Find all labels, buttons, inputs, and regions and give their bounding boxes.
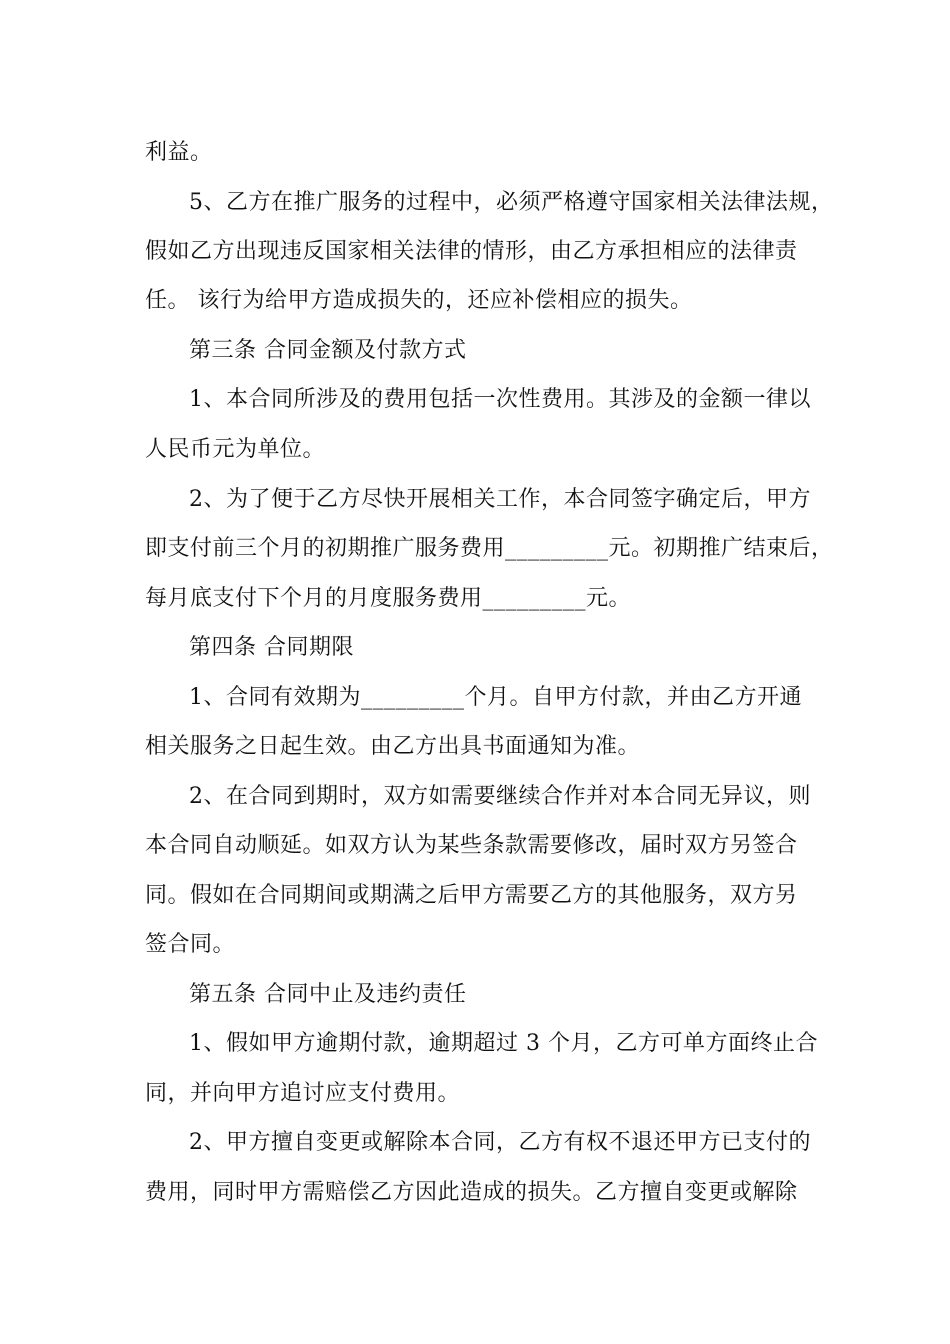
paragraph-line: 人民币元为单位。 xyxy=(145,437,326,462)
section-heading: 第四条 合同期限 xyxy=(189,635,354,660)
paragraph-line: 同。假如在合同期间或期满之后甲方需要乙方的其他服务，双方另 xyxy=(145,883,798,908)
paragraph-line: 同，并向甲方追讨应支付费用。 xyxy=(145,1081,461,1106)
paragraph-line: 5、乙方在推广服务的过程中，必须严格遵守国家相关法律法规， xyxy=(189,190,834,215)
paragraph-line: 1、假如甲方逾期付款，逾期超过 3 个月，乙方可单方面终止合 xyxy=(189,1031,818,1056)
paragraph-line: 2、在合同到期时，双方如需要继续合作并对本合同无异议，则 xyxy=(189,784,811,809)
paragraph-line: 任。 该行为给甲方造成损失的，还应补偿相应的损失。 xyxy=(145,288,693,313)
paragraph-line: 利益。 xyxy=(145,140,213,165)
paragraph-line: 2、为了便于乙方尽快开展相关工作，本合同签字确定后，甲方 xyxy=(189,487,811,512)
section-heading: 第五条 合同中止及违约责任 xyxy=(189,982,467,1007)
section-heading: 第三条 合同金额及付款方式 xyxy=(189,338,467,363)
paragraph-line: 签合同。 xyxy=(145,932,236,957)
paragraph-line: 假如乙方出现违反国家相关法律的情形，由乙方承担相应的法律责 xyxy=(145,239,798,264)
paragraph-line: 1、本合同所涉及的费用包括一次性费用。其涉及的金额一律以 xyxy=(189,387,811,412)
paragraph-line: 1、合同有效期为_________个月。自甲方付款，并由乙方开通 xyxy=(189,685,802,710)
paragraph-line: 即支付前三个月的初期推广服务费用_________元。初期推广结束后， xyxy=(145,536,834,561)
paragraph-line: 2、甲方擅自变更或解除本合同，乙方有权不退还甲方已支付的 xyxy=(189,1130,811,1155)
paragraph-line: 本合同自动顺延。如双方认为某些条款需要修改，届时双方另签合 xyxy=(145,833,798,858)
paragraph-line: 相关服务之日起生效。由乙方出具书面通知为准。 xyxy=(145,734,641,759)
paragraph-line: 每月底支付下个月的月度服务费用_________元。 xyxy=(145,586,632,611)
paragraph-line: 费用，同时甲方需赔偿乙方因此造成的损失。乙方擅自变更或解除 xyxy=(145,1180,798,1205)
